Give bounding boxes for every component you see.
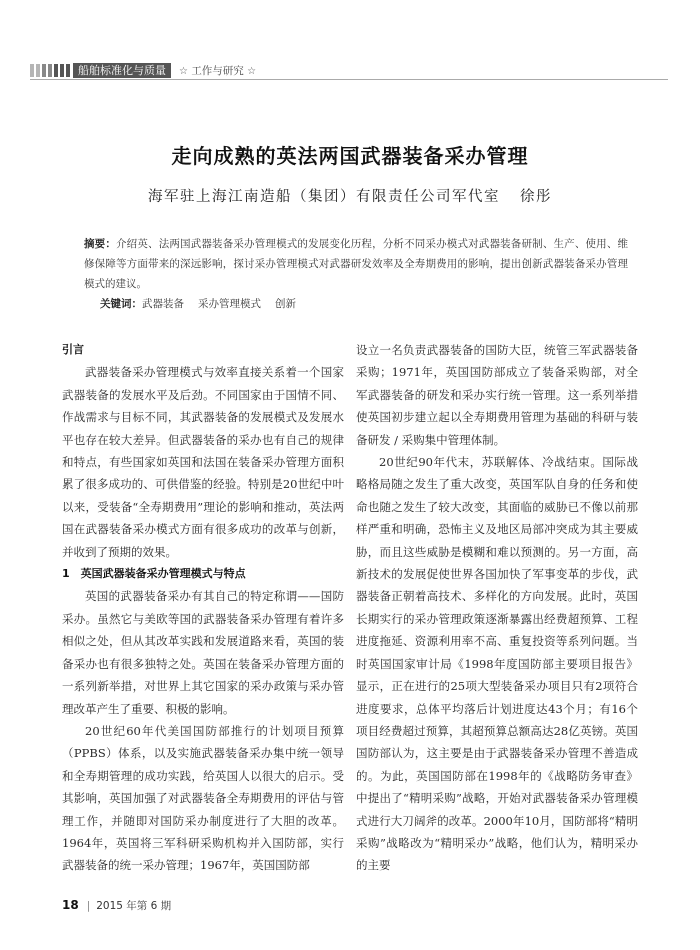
- body-column-left: [62, 339, 344, 877]
- journal-header: [30, 62, 256, 78]
- section-1-heading: 1 英国武器装备采办管理模式与特点: [62, 567, 246, 581]
- page-number: 18: [62, 898, 79, 912]
- abstract-label: 摘要：: [84, 238, 117, 250]
- body-column-right: [356, 339, 638, 877]
- abstract-text: 介绍英、法两国武器装备采办管理模式的发展变化历程，分析不同采办模式对武器装备研制、生产、使用、维修保障等方面带来的深远影响，探讨采办管理模式对武器研发效率及全寿期费用的影响，提出创新武器装备采办管理模式的建议。: [84, 238, 629, 290]
- keyword: 创新: [275, 298, 296, 310]
- section-1-paragraph-1: 英国的武器装备采办有其自己的特定称谓——国防采办。虽然它与美欧等国的武器装备采办管理有着许多相似之处，但从其改革实践和发展道路来看，英国的装备采办也有很多独特之处。英国在装备采办管理方面的一系列新举措，对世界上其它国家的采办政策与采办管理改革产生了重要、积极的影响。: [62, 589, 344, 716]
- issue-label: 2015 年第 6 期: [96, 900, 172, 912]
- section-1-paragraph-2: 20世纪60年代美国国防部推行的计划项目预算（PPBS）体系，以及实施武器装备采办集中统一领导和全寿期管理的成功实践，给英国人以很大的启示。受其影响，英国加强了对武器装备全寿期费用的评估与管理工作，并随即对国防采办制度进行了大胆的改革。1964年，英国将三军科研采购机构并入国防部，实行武器装备的统一采办管理；1967年，英国国防部: [62, 723, 344, 873]
- author-affiliation: 海军驻上海江南造船（集团）有限责任公司军代室: [148, 189, 500, 205]
- page-footer: [62, 898, 171, 913]
- intro-heading: 引言: [62, 343, 84, 356]
- star-icon: ☆: [179, 65, 188, 77]
- keyword: 武器装备: [142, 298, 184, 310]
- abstract: [84, 234, 628, 294]
- header-stripes-decoration: [30, 64, 70, 77]
- intro-paragraph: 武器装备采办管理模式与效率直接关系着一个国家武器装备的发展水平及后劲。不同国家由于国情不同、作战需求与目标不同，其武器装备的发展模式及发展水平也存在较大差异。但武器装备的采办也有自己的规律和特点，有些国家如英国和法国在装备采办管理方面积累了很多成功的、可供借鉴的经验。特别是20世纪中叶以来，受装备“全寿期费用”理论的影响和推动，英法两国在武器装备采办模式方面有很多成功的改革与创新，并收到了预期的效果。: [62, 365, 344, 559]
- article-title: 走向成熟的英法两国武器装备采办管理: [171, 144, 529, 168]
- section-1-paragraph-2-continued: 设立一名负责武器装备的国防大臣，统管三军武器装备采购；1971年，英国国防部成立了装备采购部，对全军武器装备的研发和采办实行统一管理。这一系列举措使英国初步建立起以全寿期费用管理为基础的科研与装备研发 / 采购集中管理体制。: [356, 343, 638, 447]
- section-name: 工作与研究: [191, 64, 244, 77]
- footer-separator: |: [86, 900, 91, 912]
- header-divider: [30, 79, 668, 80]
- star-icon: ☆: [247, 65, 257, 77]
- keyword: 采办管理模式: [198, 298, 261, 310]
- journal-name-tag: 船舶标准化与质量: [73, 63, 171, 78]
- author-line: [0, 185, 700, 206]
- keywords: [100, 296, 310, 311]
- section-label: [179, 63, 256, 78]
- section-1-paragraph-3: 20世纪90年代末，苏联解体、冷战结束。国际战略格局随之发生了重大改变，英国军队自身的任务和使命也随之发生了较大改变，其面临的威胁已不像以前那样严重和明确，恐怖主义及地区局部冲突成为其主要威胁，而且这些威胁是模糊和难以预测的。另一方面，高新技术的发展促使世界各国加快了军事变革的步伐，武器装备正朝着高技术、多样化的方向发展。此时，英国长期实行的采办管理政策逐渐暴露出经费超预算、工程进度拖延、资源利用率不高、重复投资等系列问题。当时英国国家审计局《1998年度国防部主要项目报告》显示，正在进行的25项大型装备采办项目只有2项符合进度要求，总体平均落后计划进度达43个月；有16个项目经费超过预算，其超预算总额高达28亿英镑。英国国防部认为，这主要是由于武器装备采办管理不善造成的。为此，英国国防部在1998年的《战略防务审查》中提出了“精明采购”战略，开始对武器装备采办管理模式进行大刀阔斧的改革。2000年10月，国防部将“精明采购”战略改为“精明采办”战略，他们认为，精明采办的主要: [356, 455, 638, 873]
- author-name: 徐彤: [520, 189, 552, 205]
- keywords-label: 关键词：: [100, 298, 142, 310]
